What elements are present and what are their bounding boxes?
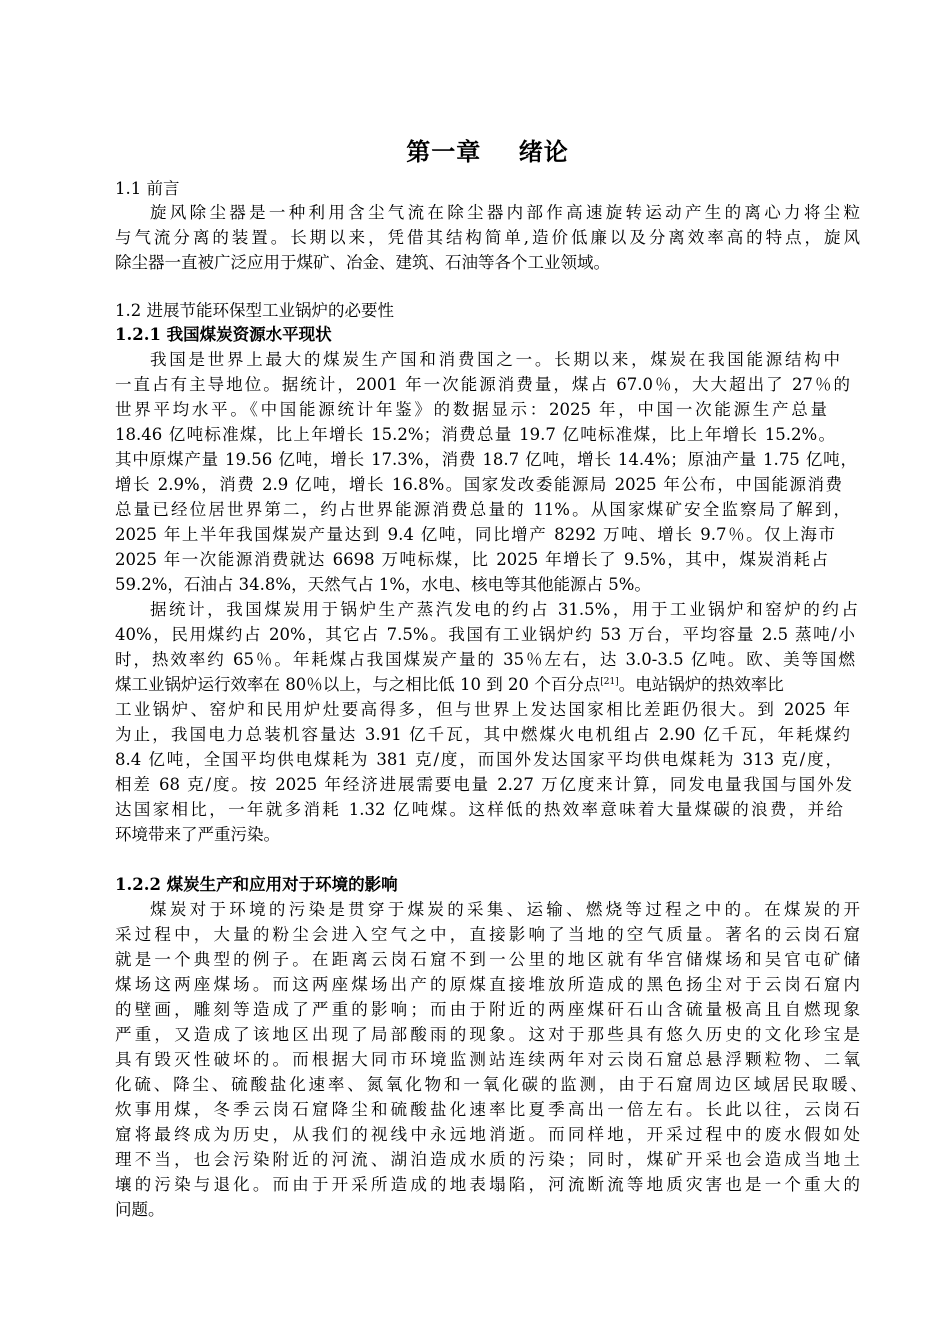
paragraph-line: 相差 68 克/度。按 2025 年经济进展需要电量 2.27 万亿度来计算，同发电量我国与国外发 [115,775,852,794]
citation-marker: [21] [600,677,619,687]
paragraph-line: 18.46 亿吨标准煤，比上年增长 15.2%；消费总量 19.7 亿吨标准煤，比上年增长 15.2%。 [115,425,835,444]
paragraph-line: 具有毁灭性破坏的。而根据大同市环境监测站连续两年对云岗石窟总悬浮颗粒物、二氧 [115,1050,860,1069]
paragraph-line: 采过程中，大量的粉尘会进入空气之中，直接影响了当地的空气质量。著名的云岗石窟 [115,925,860,944]
paragraph-line: 就是一个典型的例子。在距离云岗石窟不到一公里的地区就有华宫储煤场和吴官屯矿储 [115,950,860,969]
paragraph-line: 达国家相比，一年就多消耗 1.32 亿吨煤。这样低的热效率意味着大量煤碳的浪费，并给 [115,800,843,819]
paragraph-line: 化硫、降尘、硫酸盐化速率、氮氧化物和一氧化碳的监测，由于石窟周边区域居民取暖、 [115,1075,867,1094]
subsection-heading-1-2-2: 1.2.2 煤炭生产和应用对于环境的影响 [115,875,398,894]
paragraph-line: 煤炭对于环境的污染是贯穿于煤炭的采集、运输、燃烧等过程之中的。在煤炭的开 [150,900,860,919]
paragraph-line: 时，热效率约 65％。年耗煤占我国煤炭产量的 35％左右，达 3.0-3.5 亿吨。欧、美等国燃 [115,650,855,669]
paragraph-line: 问题。 [115,1200,165,1219]
paragraph-line: 工业锅炉、窑炉和民用炉灶要高得多，但与世界上发达国家相比差距仍很大。到 2025 年 [115,700,850,719]
chapter-title: 第一章 绪论 [406,137,569,166]
paragraph-line: 8.4 亿吨，全国平均供电煤耗为 381 克/度，而国外发达国家平均供电煤耗为 313 克/度， [115,750,842,769]
section-heading-1-2: 1.2 进展节能环保型工业锅炉的必要性 [115,301,394,320]
paragraph-line: 壤的污染与退化。而由于开采所造成的地表塌陷，河流断流等地质灾害也是一个重大的 [115,1175,860,1194]
paragraph-line: 严重，又造成了该地区出现了局部酸雨的现象。这对于那些具有悠久历史的文化珍宝是 [115,1025,860,1044]
paragraph-line: 增长 2.9%，消费 2.9 亿吨，增长 16.8%。国家发改委能源局 2025 年公布，中国能源消费 [115,475,842,494]
paragraph-line: 2025 年一次能源消费就达 6698 万吨标煤，比 2025 年增长了 9.5%，其中，煤炭消耗占 [115,550,828,569]
paragraph-line: 为止，我国电力总装机容量达 3.91 亿千瓦，其中燃煤火电机组占 2.90 亿千瓦，年耗煤约 [115,725,850,744]
paragraph-line: 总量已经位居世界第二，约占世界能源消费总量的 11%。从国家煤矿安全监察局了解到， [115,500,850,519]
paragraph-line: 40%，民用煤约占 20%，其它占 7.5%。我国有工业锅炉约 53 万台，平均容量 2.5 蒸吨/小 [115,625,855,644]
paragraph-line: 旋风除尘器是一种利用含尘气流在除尘器内部作高速旋转运动产生的离心力将尘粒 [150,203,860,222]
paragraph-line: 据统计，我国煤炭用于锅炉生产蒸汽发电的约占 31.5%，用于工业锅炉和窑炉的约占 [150,600,858,619]
paragraph-line: 窟将最终成为历史，从我们的视线中永远地消逝。而同样地，开采过程中的废水假如处 [115,1125,860,1144]
section-heading-1-1: 1.1 前言 [115,179,180,198]
paragraph-line-with-citation [115,673,860,698]
paragraph-line: 与气流分离的装置。长期以来，凭借其结构简单,造价低廉以及分离效率高的特点，旋风 [115,228,860,247]
paragraph-line: 的壁画，雕刻等造成了严重的影响；而由于附近的两座煤矸石山含硫量极高且自燃现象 [115,1000,860,1019]
paragraph-line: 59.2%，石油占 34.8%，天然气占 1%，水电、核电等其他能源占 5%。 [115,575,651,594]
paragraph-line: 煤场这两座煤场。而这两座煤场出产的原煤直接堆放所造成的黑色扬尘对于云岗石窟内 [115,975,860,994]
paragraph-line: 炊事用煤，冬季云岗石窟降尘和硫酸盐化速率比夏季高出一倍左右。长此以往，云岗石 [115,1100,860,1119]
paragraph-line: 理不当，也会污染附近的河流、湖泊造成水质的污染；同时，煤矿开采也会造成当地土 [115,1150,860,1169]
paragraph-line: 世界平均水平。《中国能源统计年鉴》的数据显示：2025 年，中国一次能源生产总量 [115,400,827,419]
paragraph-line: 一直占有主导地位。据统计，2001 年一次能源消费量，煤占 67.0％，大大超出了 27％的 [115,375,850,394]
paragraph-line: 2025 年上半年我国煤炭产量达到 9.4 亿吨，同比增产 8292 万吨、增长 9.7％。仅上海市 [115,525,835,544]
subsection-heading-1-2-1: 1.2.1 我国煤炭资源水平现状 [115,325,332,344]
paragraph-text: 。电站锅炉的热效率比 [618,675,784,694]
paragraph-line: 环境带来了严重污染。 [115,825,280,844]
paragraph-line: 我国是世界上最大的煤炭生产国和消费国之一。长期以来，煤炭在我国能源结构中 [150,350,840,369]
paragraph-line: 其中原煤产量 19.56 亿吨，增长 17.3%，消费 18.7 亿吨，增长 14.4%；原油产量 1.75 亿吨， [115,450,857,469]
paragraph-line: 除尘器一直被广泛应用于煤矿、冶金、建筑、石油等各个工业领域。 [115,253,610,272]
paragraph-text: 煤工业锅炉运行效率在 80％以上，与之相比低 10 到 20 个百分点 [115,675,601,694]
